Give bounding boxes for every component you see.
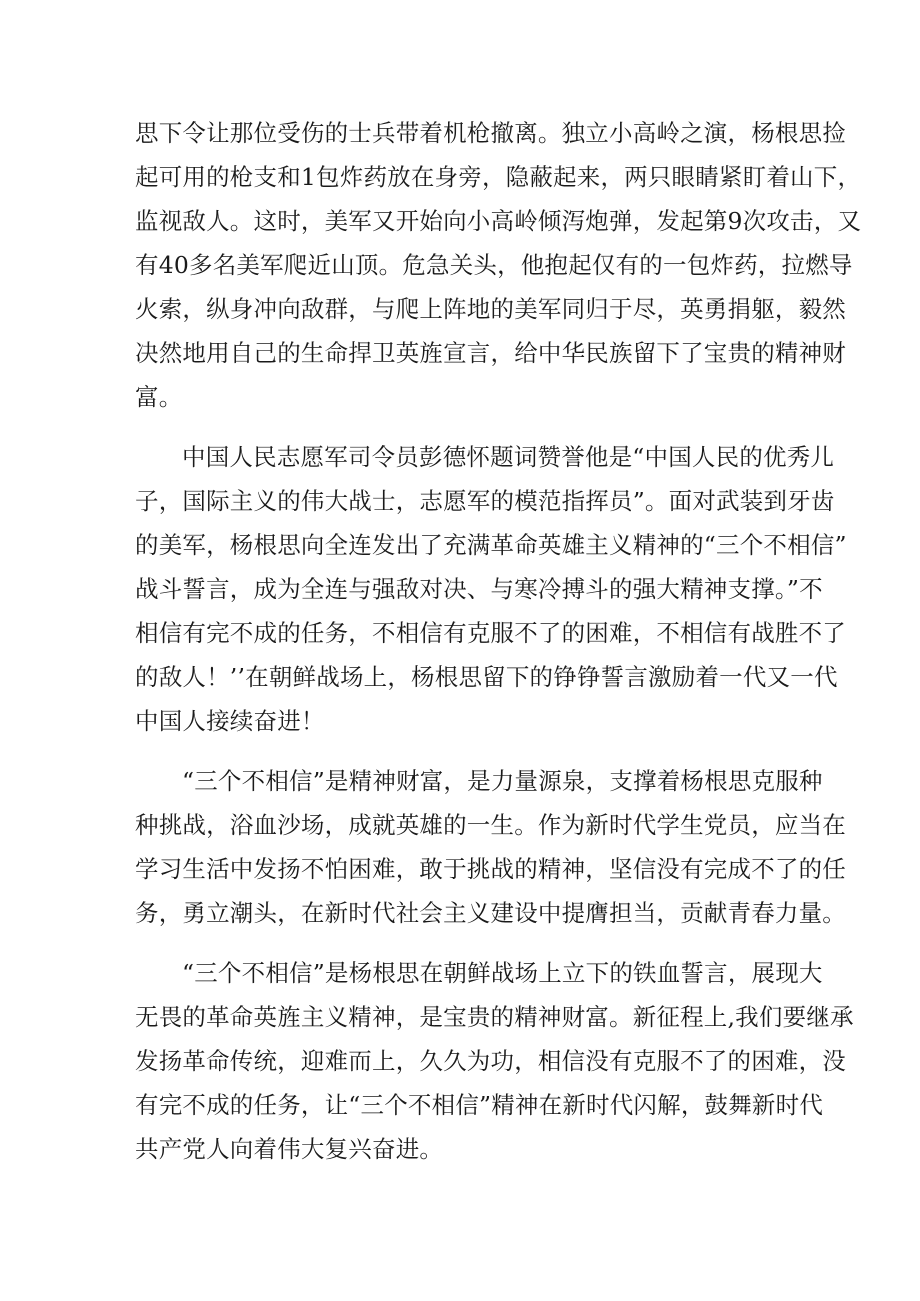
paragraph-3-line-4: 务，勇立潮头，在新时代社会主义建设中提膺担当，贡献青春力量。: [135, 899, 846, 927]
paragraph-1-line-7: 富。: [135, 383, 183, 411]
paragraph-2-line-1: 中国人民志愿军司令员彭德怀题词赞誉他是“中国人民的优秀儿: [182, 443, 835, 471]
paragraph-1-line-4: 有40多名美军爬近山顶。危急关头，他抱起仅有的一包炸药，拉燃导: [135, 251, 853, 279]
paragraph-1-line-6: 决然地用自己的生命捍卫英旌宣言，给中华民族留下了宝贵的精神财: [135, 339, 846, 367]
paragraph-4-line-2: 无畏的革命英旌主义精神，是宝贵的精神财富。新征程上,我们要继承: [135, 1003, 854, 1031]
paragraph-3-line-2: 种挑战，浴血沙场，成就英雄的一生。作为新时代学生党员，应当在: [135, 811, 846, 839]
paragraph-4-line-5: 共产党人向着伟大复兴奋进。: [135, 1135, 444, 1163]
paragraph-2-line-4: 战斗誓言，成为全连与强敌对决、与寒冷搏斗的强大精神支撑。”不: [135, 575, 823, 603]
paragraph-2-line-2: 子，国际主义的伟大战士，志愿军的模范指挥员”。面对武装到牙齿: [135, 487, 835, 515]
paragraph-2-line-3: 的美军，杨根思向全连发出了充满革命英雄主义精神的“三个不相信”: [135, 531, 847, 559]
paragraph-4-line-1: “三个不相信”是杨根思在朝鲜战场上立下的铁血誓言，展现大: [182, 959, 823, 987]
paragraph-1-line-5: 火索，纵身冲向敌群，与爬上阵地的美军同归于尽，英勇捐躯，毅然: [135, 295, 846, 323]
paragraph-1-line-2: 起可用的枪支和1包炸药放在身旁，隐蔽起来，两只眼睛紧盯着山下，: [135, 163, 862, 191]
paragraph-2-line-7: 中国人接续奋进！: [135, 707, 325, 735]
paragraph-4-line-4: 有完不成的任务，让“三个不相信”精神在新时代闪解，鼓舞新时代: [135, 1091, 824, 1119]
paragraph-3-line-1: “三个不相信”是精神财富，是力量源泉，支撑着杨根思克服种: [182, 767, 823, 795]
paragraph-4-line-3: 发扬革命传统，迎难而上，久久为功，相信没有克服不了的困难，没: [135, 1047, 846, 1075]
paragraph-3-line-3: 学习生活中发扬不怕困难，敢于挑战的精神，坚信没有完成不了的任: [135, 855, 846, 883]
paragraph-1-line-3: 监视敌人。这时，美军又开始向小高岭倾泻炮弹，发起第9次攻击，又: [135, 207, 862, 235]
paragraph-1-line-1: 思下令让那位受伤的士兵带着机枪撤离。独立小高岭之演，杨根思捡: [135, 119, 846, 147]
paragraph-2-line-6: 的敌人！’’在朝鲜战场上，杨根思留下的铮铮誓言激励着一代又一代: [135, 663, 838, 691]
paragraph-2-line-5: 相信有完不成的任务，不相信有克服不了的困难，不相信有战胜不了: [135, 619, 846, 647]
